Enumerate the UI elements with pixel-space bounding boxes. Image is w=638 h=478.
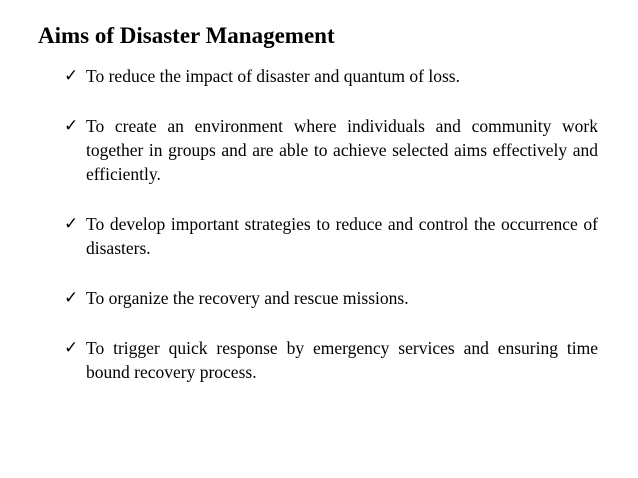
- check-icon: ✓: [64, 66, 79, 86]
- aim-text: To organize the recovery and rescue missions.: [86, 288, 409, 308]
- check-icon: ✓: [64, 338, 79, 358]
- check-icon: ✓: [64, 288, 79, 308]
- check-icon: ✓: [64, 214, 79, 234]
- list-item: [64, 114, 598, 186]
- aim-text: To develop important strategies to reduce and control the occurrence of disasters.: [86, 214, 598, 258]
- list-item: [64, 64, 598, 88]
- list-item: [64, 212, 598, 260]
- aims-list: [64, 64, 598, 384]
- check-icon: ✓: [64, 116, 79, 136]
- list-item: [64, 286, 598, 310]
- slide-title: Aims of Disaster Management: [38, 23, 335, 48]
- list-item: [64, 336, 598, 384]
- aim-text: To trigger quick response by emergency services and ensuring time bound recovery process.: [86, 338, 598, 382]
- aim-text: To reduce the impact of disaster and quantum of loss.: [86, 66, 460, 86]
- aim-text: To create an environment where individuals and community work together in groups and are able to achieve selected aims effectively and efficiently.: [86, 116, 598, 184]
